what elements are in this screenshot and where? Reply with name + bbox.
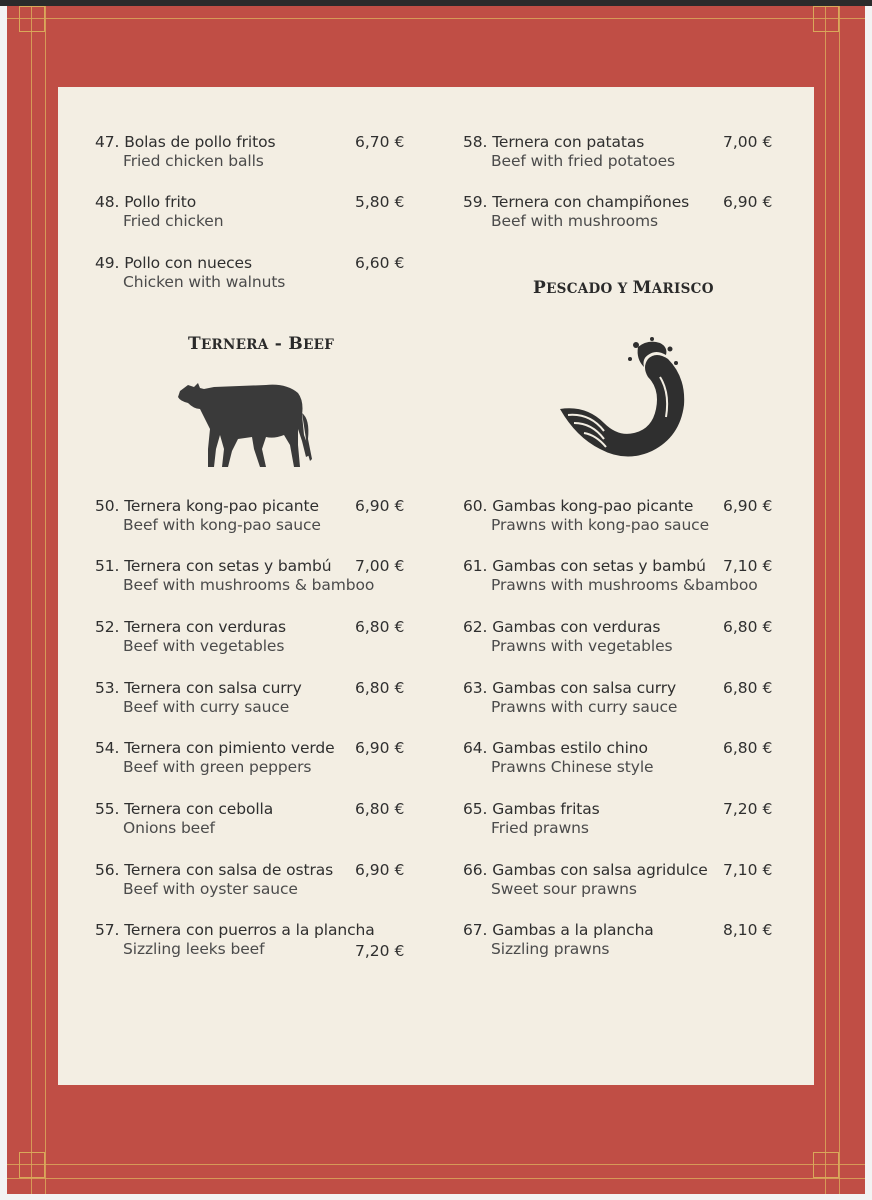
item-number: 52. — [95, 618, 120, 636]
item-title: Ternera con setas y bambú — [124, 557, 332, 575]
item-number: 67. — [463, 921, 488, 939]
item-number: 58. — [463, 133, 488, 151]
item-price: 6,90 € — [355, 861, 405, 879]
item-name — [95, 618, 286, 636]
item-price: 6,80 € — [355, 800, 405, 818]
item-name — [463, 861, 708, 879]
item-translation: Beef with kong-pao sauce — [123, 516, 321, 534]
menu-item — [463, 861, 773, 898]
item-title: Ternera con verduras — [124, 618, 286, 636]
bottom-edge — [0, 1194, 872, 1200]
item-name — [463, 739, 653, 757]
item-number: 61. — [463, 557, 488, 575]
item-name — [463, 193, 689, 211]
item-title: Ternera con puerros a la plancha — [124, 921, 375, 939]
item-translation: Prawns with kong-pao sauce — [491, 516, 710, 534]
menu-panel — [58, 87, 814, 1085]
item-number: 53. — [95, 679, 120, 697]
item-translation: Prawns with mushrooms &bamboo — [491, 576, 758, 594]
item-translation: Fried prawns — [491, 819, 589, 837]
item-number: 50. — [95, 497, 120, 515]
cow-icon — [174, 379, 312, 473]
item-price: 7,00 € — [723, 133, 773, 151]
frame-corner — [813, 1152, 839, 1178]
item-title: Ternera kong-pao picante — [124, 497, 319, 515]
item-translation: Fried chicken balls — [123, 152, 264, 170]
item-title: Ternera con salsa curry — [124, 679, 302, 697]
item-price: 8,10 € — [723, 921, 773, 939]
item-price: 6,80 € — [723, 618, 773, 636]
item-price: 6,80 € — [355, 618, 405, 636]
item-price: 6,80 € — [355, 679, 405, 697]
item-translation: Sizzling prawns — [491, 940, 610, 958]
item-title: Pollo con nueces — [124, 254, 252, 272]
menu-item — [95, 861, 405, 898]
frame-corner — [19, 6, 45, 32]
item-name — [95, 557, 374, 575]
section-title-beef: TERNERA - BEEF — [188, 334, 335, 354]
frame-line — [7, 1178, 865, 1179]
item-title: Pollo frito — [124, 193, 197, 211]
item-title: Gambas con salsa curry — [492, 679, 677, 697]
item-price: 6,60 € — [355, 254, 405, 272]
item-number: 56. — [95, 861, 120, 879]
item-translation: Prawns with curry sauce — [491, 698, 678, 716]
item-name — [95, 497, 321, 515]
item-translation: Prawns with vegetables — [491, 637, 673, 655]
menu-item — [463, 497, 773, 534]
item-title: Gambas a la plancha — [492, 921, 654, 939]
item-price: 7,10 € — [723, 557, 773, 575]
item-number: 59. — [463, 193, 488, 211]
item-translation: Beef with fried potatoes — [491, 152, 676, 170]
item-translation: Fried chicken — [123, 212, 224, 230]
item-price: 6,70 € — [355, 133, 405, 151]
menu-item — [95, 254, 405, 291]
menu-item — [95, 618, 405, 655]
item-title: Ternera con patatas — [492, 133, 645, 151]
item-name — [463, 921, 654, 939]
item-number: 51. — [95, 557, 120, 575]
item-translation: Beef with curry sauce — [123, 698, 290, 716]
item-title: Ternera con pimiento verde — [124, 739, 335, 757]
item-title: Gambas estilo chino — [492, 739, 648, 757]
frame-line — [7, 18, 865, 19]
frame-corner — [19, 1152, 45, 1178]
menu-item — [95, 921, 405, 960]
item-translation: Chicken with walnuts — [123, 273, 286, 291]
menu-item — [95, 557, 405, 594]
item-price: 7,20 € — [355, 942, 405, 960]
item-price: 6,80 € — [723, 679, 773, 697]
item-price: 7,20 € — [723, 800, 773, 818]
item-name — [463, 497, 709, 515]
item-number: 48. — [95, 193, 120, 211]
item-price: 7,10 € — [723, 861, 773, 879]
item-translation: Beef with vegetables — [123, 637, 285, 655]
menu-item — [95, 679, 405, 716]
menu-item — [463, 679, 773, 716]
item-title: Ternera con salsa de ostras — [124, 861, 334, 879]
item-translation: Beef with mushrooms — [491, 212, 658, 230]
frame-line — [839, 6, 840, 1194]
frame-line — [45, 6, 46, 1194]
item-number: 57. — [95, 921, 120, 939]
frame-line — [825, 6, 826, 1194]
item-name — [463, 133, 675, 151]
item-name — [463, 557, 758, 575]
frame-line — [31, 6, 32, 1194]
item-translation: Prawns Chinese style — [491, 758, 654, 776]
item-translation: Beef with oyster sauce — [123, 880, 298, 898]
item-number: 49. — [95, 254, 120, 272]
menu-item — [463, 921, 773, 958]
item-title: Gambas con salsa agridulce — [492, 861, 708, 879]
item-title: Gambas con verduras — [492, 618, 661, 636]
item-translation: Sizzling leeks beef — [123, 940, 265, 958]
item-price: 6,80 € — [723, 739, 773, 757]
item-number: 47. — [95, 133, 120, 151]
item-price: 5,80 € — [355, 193, 405, 211]
item-name — [463, 800, 600, 818]
menu-item — [463, 133, 773, 170]
item-title: Bolas de pollo fritos — [124, 133, 276, 151]
item-name — [463, 679, 677, 697]
item-number: 66. — [463, 861, 488, 879]
menu-item — [463, 800, 773, 837]
item-title: Ternera con champiñones — [492, 193, 690, 211]
right-edge — [865, 6, 872, 1194]
menu-item — [95, 739, 405, 776]
menu-item — [463, 618, 773, 655]
menu-item — [463, 739, 773, 776]
item-number: 65. — [463, 800, 488, 818]
item-price: 6,90 € — [355, 497, 405, 515]
item-number: 62. — [463, 618, 488, 636]
item-name — [95, 679, 302, 697]
item-translation: Beef with green peppers — [123, 758, 312, 776]
item-translation: Onions beef — [123, 819, 215, 837]
frame-line — [7, 1164, 865, 1165]
item-name — [95, 800, 273, 818]
item-price: 6,90 € — [723, 193, 773, 211]
item-name — [95, 254, 285, 272]
item-name — [95, 921, 375, 939]
frame-corner — [813, 6, 839, 32]
menu-item — [95, 133, 405, 170]
item-name — [95, 739, 335, 757]
item-name — [95, 193, 223, 211]
menu-item — [463, 557, 773, 594]
item-number: 64. — [463, 739, 488, 757]
item-title: Gambas con setas y bambú — [492, 557, 706, 575]
item-price: 7,00 € — [355, 557, 405, 575]
item-price: 6,90 € — [723, 497, 773, 515]
section-title-seafood: PESCADO Y MARISCO — [533, 278, 714, 298]
item-title: Gambas kong-pao picante — [492, 497, 694, 515]
item-title: Ternera con cebolla — [124, 800, 274, 818]
menu-item — [463, 193, 773, 230]
left-edge — [0, 6, 7, 1194]
item-number: 63. — [463, 679, 488, 697]
item-number: 54. — [95, 739, 120, 757]
item-translation: Beef with mushrooms & bamboo — [123, 576, 375, 594]
wave-icon — [556, 337, 688, 459]
item-translation: Sweet sour prawns — [491, 880, 637, 898]
item-number: 55. — [95, 800, 120, 818]
menu-item — [95, 193, 405, 230]
item-name — [95, 861, 333, 879]
item-title: Gambas fritas — [492, 800, 600, 818]
item-number: 60. — [463, 497, 488, 515]
item-name — [463, 618, 672, 636]
menu-item — [95, 497, 405, 534]
item-name — [95, 133, 275, 151]
item-price: 6,90 € — [355, 739, 405, 757]
menu-item — [95, 800, 405, 837]
